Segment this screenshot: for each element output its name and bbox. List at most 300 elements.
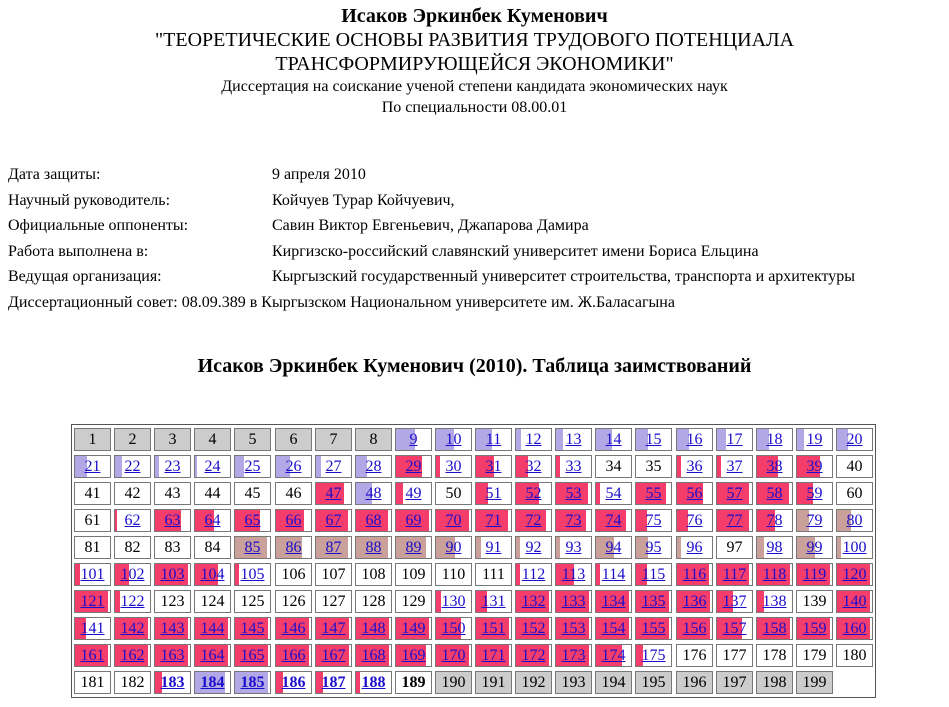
page-cell-134[interactable] (595, 590, 632, 613)
page-link[interactable]: 172 (521, 647, 546, 664)
page-link[interactable]: 164 (200, 647, 225, 664)
page-link[interactable]: 31 (485, 458, 502, 475)
page-link[interactable]: 154 (601, 620, 626, 637)
page-cell-164[interactable] (194, 644, 231, 667)
page-link[interactable]: 37 (726, 458, 743, 475)
page-link[interactable]: 73 (565, 512, 582, 529)
page-link[interactable]: 163 (160, 647, 185, 664)
page-cell-65[interactable] (234, 509, 271, 532)
page-cell-184[interactable] (194, 671, 231, 694)
page-cell-76[interactable] (676, 509, 713, 532)
page-link[interactable]: 89 (405, 539, 422, 556)
page-cell-135[interactable] (635, 590, 672, 613)
page-link[interactable]: 103 (160, 566, 185, 583)
page-link[interactable]: 171 (481, 647, 506, 664)
page-cell-158[interactable] (756, 617, 793, 640)
page-cell-165[interactable] (234, 644, 271, 667)
page-cell-18[interactable] (756, 428, 793, 451)
page-cell-54[interactable] (595, 482, 632, 505)
page-cell-30[interactable] (435, 455, 472, 478)
page-cell-71[interactable] (475, 509, 512, 532)
page-cell-33[interactable] (555, 455, 592, 478)
page-link[interactable]: 148 (361, 620, 386, 637)
page-link[interactable]: 74 (605, 512, 622, 529)
page-cell-186[interactable] (275, 671, 312, 694)
page-link[interactable]: 96 (686, 539, 703, 556)
page-link[interactable]: 102 (120, 566, 145, 583)
page-link[interactable]: 70 (445, 512, 462, 529)
page-cell-143[interactable] (154, 617, 191, 640)
page-cell-96[interactable] (676, 536, 713, 559)
page-cell-105[interactable] (234, 563, 271, 586)
page-cell-137[interactable] (716, 590, 753, 613)
page-link[interactable]: 87 (325, 539, 342, 556)
page-cell-31[interactable] (475, 455, 512, 478)
page-link[interactable]: 93 (565, 539, 582, 556)
page-link[interactable]: 59 (806, 485, 823, 502)
page-cell-38[interactable] (756, 455, 793, 478)
page-link[interactable]: 138 (762, 593, 787, 610)
page-cell-72[interactable] (515, 509, 552, 532)
page-link[interactable]: 23 (164, 458, 181, 475)
page-cell-23[interactable] (154, 455, 191, 478)
page-cell-130[interactable] (435, 590, 472, 613)
page-link[interactable]: 33 (565, 458, 582, 475)
page-link[interactable]: 54 (605, 485, 622, 502)
page-cell-12[interactable] (515, 428, 552, 451)
page-cell-144[interactable] (194, 617, 231, 640)
page-link[interactable]: 25 (244, 458, 261, 475)
page-link[interactable]: 183 (160, 674, 185, 691)
page-cell-53[interactable] (555, 482, 592, 505)
page-link[interactable]: 146 (281, 620, 306, 637)
page-cell-95[interactable] (635, 536, 672, 559)
page-cell-85[interactable] (234, 536, 271, 559)
page-link[interactable]: 147 (321, 620, 346, 637)
page-link[interactable]: 53 (565, 485, 582, 502)
page-link[interactable]: 28 (365, 458, 382, 475)
page-link[interactable]: 104 (200, 566, 225, 583)
page-cell-188[interactable] (355, 671, 392, 694)
page-link[interactable]: 30 (445, 458, 462, 475)
page-link[interactable]: 174 (601, 647, 626, 664)
page-cell-91[interactable] (475, 536, 512, 559)
page-link[interactable]: 137 (722, 593, 747, 610)
page-link[interactable]: 32 (525, 458, 542, 475)
page-cell-63[interactable] (154, 509, 191, 532)
page-link[interactable]: 122 (120, 593, 145, 610)
page-link[interactable]: 169 (401, 647, 426, 664)
page-cell-167[interactable] (315, 644, 352, 667)
page-link[interactable]: 94 (605, 539, 622, 556)
page-cell-173[interactable] (555, 644, 592, 667)
page-link[interactable]: 157 (722, 620, 747, 637)
page-link[interactable]: 136 (682, 593, 707, 610)
page-link[interactable]: 67 (325, 512, 342, 529)
page-cell-170[interactable] (435, 644, 472, 667)
page-cell-70[interactable] (435, 509, 472, 532)
page-link[interactable]: 26 (285, 458, 302, 475)
page-cell-27[interactable] (315, 455, 352, 478)
page-cell-29[interactable] (395, 455, 432, 478)
page-cell-146[interactable] (275, 617, 312, 640)
page-cell-88[interactable] (355, 536, 392, 559)
page-link[interactable]: 140 (842, 593, 867, 610)
page-cell-56[interactable] (676, 482, 713, 505)
page-cell-103[interactable] (154, 563, 191, 586)
page-cell-171[interactable] (475, 644, 512, 667)
page-link[interactable]: 186 (281, 674, 306, 691)
page-cell-59[interactable] (796, 482, 833, 505)
page-link[interactable]: 168 (361, 647, 386, 664)
page-link[interactable]: 162 (120, 647, 145, 664)
page-link[interactable]: 19 (806, 431, 823, 448)
page-cell-113[interactable] (555, 563, 592, 586)
page-link[interactable]: 119 (802, 566, 827, 583)
page-cell-116[interactable] (676, 563, 713, 586)
page-link[interactable]: 80 (846, 512, 863, 529)
page-cell-67[interactable] (315, 509, 352, 532)
page-cell-141[interactable] (74, 617, 111, 640)
page-cell-2 (114, 428, 151, 451)
page-cell-175[interactable] (635, 644, 672, 667)
page-cell-62[interactable] (114, 509, 151, 532)
page-cell-178 (756, 644, 793, 667)
page-number: 179 (802, 647, 827, 664)
page-link[interactable]: 118 (762, 566, 787, 583)
page-number: 61 (84, 512, 101, 529)
page-number: 60 (846, 485, 863, 502)
page-link[interactable]: 175 (641, 647, 666, 664)
page-cell-147[interactable] (315, 617, 352, 640)
page-link[interactable]: 159 (802, 620, 827, 637)
page-link[interactable]: 188 (361, 674, 386, 691)
page-cell-112[interactable] (515, 563, 552, 586)
page-link[interactable]: 165 (240, 647, 265, 664)
page-cell-78[interactable] (756, 509, 793, 532)
page-link[interactable]: 117 (722, 566, 747, 583)
page-link[interactable]: 76 (686, 512, 703, 529)
page-cell-162[interactable] (114, 644, 151, 667)
page-cell-161[interactable] (74, 644, 111, 667)
page-link[interactable]: 20 (846, 431, 863, 448)
page-link[interactable]: 14 (605, 431, 622, 448)
page-cell-87[interactable] (315, 536, 352, 559)
page-cell-132[interactable] (515, 590, 552, 613)
page-cell-101[interactable] (74, 563, 111, 586)
page-cell-75[interactable] (635, 509, 672, 532)
page-link[interactable]: 22 (124, 458, 141, 475)
page-cell-89[interactable] (395, 536, 432, 559)
page-link[interactable]: 130 (441, 593, 466, 610)
page-link[interactable]: 92 (525, 539, 542, 556)
page-cell-169[interactable] (395, 644, 432, 667)
page-cell-21[interactable] (74, 455, 111, 478)
page-cell-99[interactable] (796, 536, 833, 559)
page-cell-157[interactable] (716, 617, 753, 640)
page-number: 2 (128, 431, 137, 448)
page-link[interactable]: 77 (726, 512, 743, 529)
page-link[interactable]: 133 (561, 593, 586, 610)
page-cell-86[interactable] (275, 536, 312, 559)
page-cell-102[interactable] (114, 563, 151, 586)
page-cell-55[interactable] (635, 482, 672, 505)
page-cell-182 (114, 671, 151, 694)
page-cell-119[interactable] (796, 563, 833, 586)
page-link[interactable]: 79 (806, 512, 823, 529)
page-link[interactable]: 149 (401, 620, 426, 637)
page-link[interactable]: 153 (561, 620, 586, 637)
page-link[interactable]: 156 (682, 620, 707, 637)
page-link[interactable]: 15 (645, 431, 662, 448)
page-cell-36[interactable] (676, 455, 713, 478)
page-cell-114[interactable] (595, 563, 632, 586)
advisor-label: Научный руководитель: (8, 191, 171, 209)
page-cell-133[interactable] (555, 590, 592, 613)
page-link[interactable]: 47 (325, 485, 342, 502)
page-link[interactable]: 63 (164, 512, 181, 529)
page-cell-51[interactable] (475, 482, 512, 505)
page-link[interactable]: 132 (521, 593, 546, 610)
page-link[interactable]: 86 (285, 539, 302, 556)
page-cell-28[interactable] (355, 455, 392, 478)
page-link[interactable]: 161 (80, 647, 105, 664)
page-cell-17[interactable] (716, 428, 753, 451)
page-link[interactable]: 11 (485, 431, 502, 448)
page-link[interactable]: 173 (561, 647, 586, 664)
page-number: 3 (168, 431, 177, 448)
page-cell-148[interactable] (355, 617, 392, 640)
page-cell-92[interactable] (515, 536, 552, 559)
page-cell-151[interactable] (475, 617, 512, 640)
page-cell-77[interactable] (716, 509, 753, 532)
page-cell-52[interactable] (515, 482, 552, 505)
page-link[interactable]: 68 (365, 512, 382, 529)
page-cell-49[interactable] (395, 482, 432, 505)
page-link[interactable]: 187 (321, 674, 346, 691)
page-cell-168[interactable] (355, 644, 392, 667)
page-cell-159[interactable] (796, 617, 833, 640)
page-cell-25[interactable] (234, 455, 271, 478)
page-link[interactable]: 16 (686, 431, 703, 448)
page-cell-11[interactable] (475, 428, 512, 451)
page-cell-9[interactable] (395, 428, 432, 451)
page-link[interactable]: 49 (405, 485, 422, 502)
page-cell-136[interactable] (676, 590, 713, 613)
page-link[interactable]: 64 (204, 512, 221, 529)
page-link[interactable]: 115 (641, 566, 666, 583)
page-cell-122[interactable] (114, 590, 151, 613)
page-link[interactable]: 91 (485, 539, 502, 556)
page-link[interactable]: 144 (200, 620, 225, 637)
page-cell-149[interactable] (395, 617, 432, 640)
page-number: 1 (88, 431, 97, 448)
page-link[interactable]: 143 (160, 620, 185, 637)
page-cell-138[interactable] (756, 590, 793, 613)
page-cell-140[interactable] (836, 590, 873, 613)
page-link[interactable]: 71 (485, 512, 502, 529)
page-link[interactable]: 166 (281, 647, 306, 664)
page-link[interactable]: 69 (405, 512, 422, 529)
page-link[interactable]: 90 (445, 539, 462, 556)
page-cell-80[interactable] (836, 509, 873, 532)
page-link[interactable]: 105 (240, 566, 265, 583)
page-link[interactable]: 58 (766, 485, 783, 502)
page-link[interactable]: 88 (365, 539, 382, 556)
page-link[interactable]: 24 (204, 458, 221, 475)
borrowings-table-title: Исаков Эркинбек Куменович (2010). Таблица заимствований (197, 355, 752, 377)
page-link[interactable]: 13 (565, 431, 582, 448)
page-link[interactable]: 98 (766, 539, 783, 556)
page-link[interactable]: 36 (686, 458, 703, 475)
page-link[interactable]: 150 (441, 620, 466, 637)
page-cell-163[interactable] (154, 644, 191, 667)
page-link[interactable]: 48 (365, 485, 382, 502)
page-cell-32[interactable] (515, 455, 552, 478)
page-link[interactable]: 158 (762, 620, 787, 637)
page-cell-154[interactable] (595, 617, 632, 640)
page-link[interactable]: 72 (525, 512, 542, 529)
page-link[interactable]: 120 (842, 566, 867, 583)
page-cell-19[interactable] (796, 428, 833, 451)
page-link[interactable]: 55 (645, 485, 662, 502)
page-cell-39[interactable] (796, 455, 833, 478)
page-link[interactable]: 51 (485, 485, 502, 502)
page-cell-14[interactable] (595, 428, 632, 451)
page-cell-104[interactable] (194, 563, 231, 586)
page-cell-10[interactable] (435, 428, 472, 451)
page-link[interactable]: 141 (80, 620, 105, 637)
page-cell-150[interactable] (435, 617, 472, 640)
page-link[interactable]: 135 (641, 593, 666, 610)
page-cell-115[interactable] (635, 563, 672, 586)
page-number: 5 (248, 431, 257, 448)
page-cell-47[interactable] (315, 482, 352, 505)
page-link[interactable]: 99 (806, 539, 823, 556)
page-link[interactable]: 142 (120, 620, 145, 637)
page-link[interactable]: 66 (285, 512, 302, 529)
page-cell-155[interactable] (635, 617, 672, 640)
page-cell-121[interactable] (74, 590, 111, 613)
page-cell-142[interactable] (114, 617, 151, 640)
page-cell-66[interactable] (275, 509, 312, 532)
page-cell-94[interactable] (595, 536, 632, 559)
page-link[interactable]: 57 (726, 485, 743, 502)
page-link[interactable]: 12 (525, 431, 542, 448)
page-link[interactable]: 131 (481, 593, 506, 610)
page-link[interactable]: 75 (645, 512, 662, 529)
page-cell-15[interactable] (635, 428, 672, 451)
page-link[interactable]: 134 (601, 593, 626, 610)
page-link[interactable]: 78 (766, 512, 783, 529)
page-link[interactable]: 145 (240, 620, 265, 637)
page-link[interactable]: 10 (445, 431, 462, 448)
page-cell-98[interactable] (756, 536, 793, 559)
page-link[interactable]: 121 (80, 593, 105, 610)
page-link[interactable]: 27 (325, 458, 342, 475)
page-cell-152[interactable] (515, 617, 552, 640)
page-link[interactable]: 170 (441, 647, 466, 664)
page-link[interactable]: 95 (645, 539, 662, 556)
page-link[interactable]: 85 (244, 539, 261, 556)
page-link[interactable]: 114 (601, 566, 626, 583)
page-link[interactable]: 152 (521, 620, 546, 637)
page-cell-118[interactable] (756, 563, 793, 586)
page-cell-79[interactable] (796, 509, 833, 532)
page-cell-156[interactable] (676, 617, 713, 640)
page-cell-57[interactable] (716, 482, 753, 505)
page-number: 110 (441, 566, 466, 583)
page-link[interactable]: 9 (409, 431, 418, 448)
page-cell-37[interactable] (716, 455, 753, 478)
page-cell-24[interactable] (194, 455, 231, 478)
page-cell-8 (355, 428, 392, 451)
page-cell-166[interactable] (275, 644, 312, 667)
page-link[interactable]: 184 (200, 674, 225, 691)
page-link[interactable]: 101 (80, 566, 105, 583)
page-link[interactable]: 21 (84, 458, 101, 475)
dissertation-meta (8, 162, 856, 315)
page-cell-120[interactable] (836, 563, 873, 586)
page-cell-174[interactable] (595, 644, 632, 667)
page-cell-73[interactable] (555, 509, 592, 532)
page-link[interactable]: 112 (521, 566, 546, 583)
page-cell-187[interactable] (315, 671, 352, 694)
page-cell-90[interactable] (435, 536, 472, 559)
page-link[interactable]: 65 (244, 512, 261, 529)
page-link[interactable]: 18 (766, 431, 783, 448)
page-link[interactable]: 39 (806, 458, 823, 475)
page-cell-145[interactable] (234, 617, 271, 640)
page-cell-183[interactable] (154, 671, 191, 694)
page-link[interactable]: 160 (842, 620, 867, 637)
page-cell-100[interactable] (836, 536, 873, 559)
page-cell-16[interactable] (676, 428, 713, 451)
page-cell-117[interactable] (716, 563, 753, 586)
page-link[interactable]: 29 (405, 458, 422, 475)
page-cell-172[interactable] (515, 644, 552, 667)
page-link[interactable]: 185 (240, 674, 265, 691)
page-cell-26[interactable] (275, 455, 312, 478)
page-cell-185[interactable] (234, 671, 271, 694)
page-link[interactable]: 38 (766, 458, 783, 475)
page-cell-93[interactable] (555, 536, 592, 559)
page-link[interactable]: 116 (682, 566, 707, 583)
page-link[interactable]: 56 (686, 485, 703, 502)
page-link[interactable]: 155 (641, 620, 666, 637)
page-cell-153[interactable] (555, 617, 592, 640)
page-link[interactable]: 151 (481, 620, 506, 637)
page-cell-22[interactable] (114, 455, 151, 478)
page-cell-20[interactable] (836, 428, 873, 451)
page-cell-58[interactable] (756, 482, 793, 505)
page-link[interactable]: 62 (124, 512, 141, 529)
page-link[interactable]: 167 (321, 647, 346, 664)
page-link[interactable]: 52 (525, 485, 542, 502)
page-cell-68[interactable] (355, 509, 392, 532)
page-cell-13[interactable] (555, 428, 592, 451)
page-cell-74[interactable] (595, 509, 632, 532)
page-cell-64[interactable] (194, 509, 231, 532)
page-cell-160[interactable] (836, 617, 873, 640)
page-link[interactable]: 100 (842, 539, 867, 556)
page-link[interactable]: 17 (726, 431, 743, 448)
page-cell-48[interactable] (355, 482, 392, 505)
page-number: 108 (361, 566, 386, 583)
page-cell-131[interactable] (475, 590, 512, 613)
page-cell-69[interactable] (395, 509, 432, 532)
page-link[interactable]: 113 (561, 566, 586, 583)
